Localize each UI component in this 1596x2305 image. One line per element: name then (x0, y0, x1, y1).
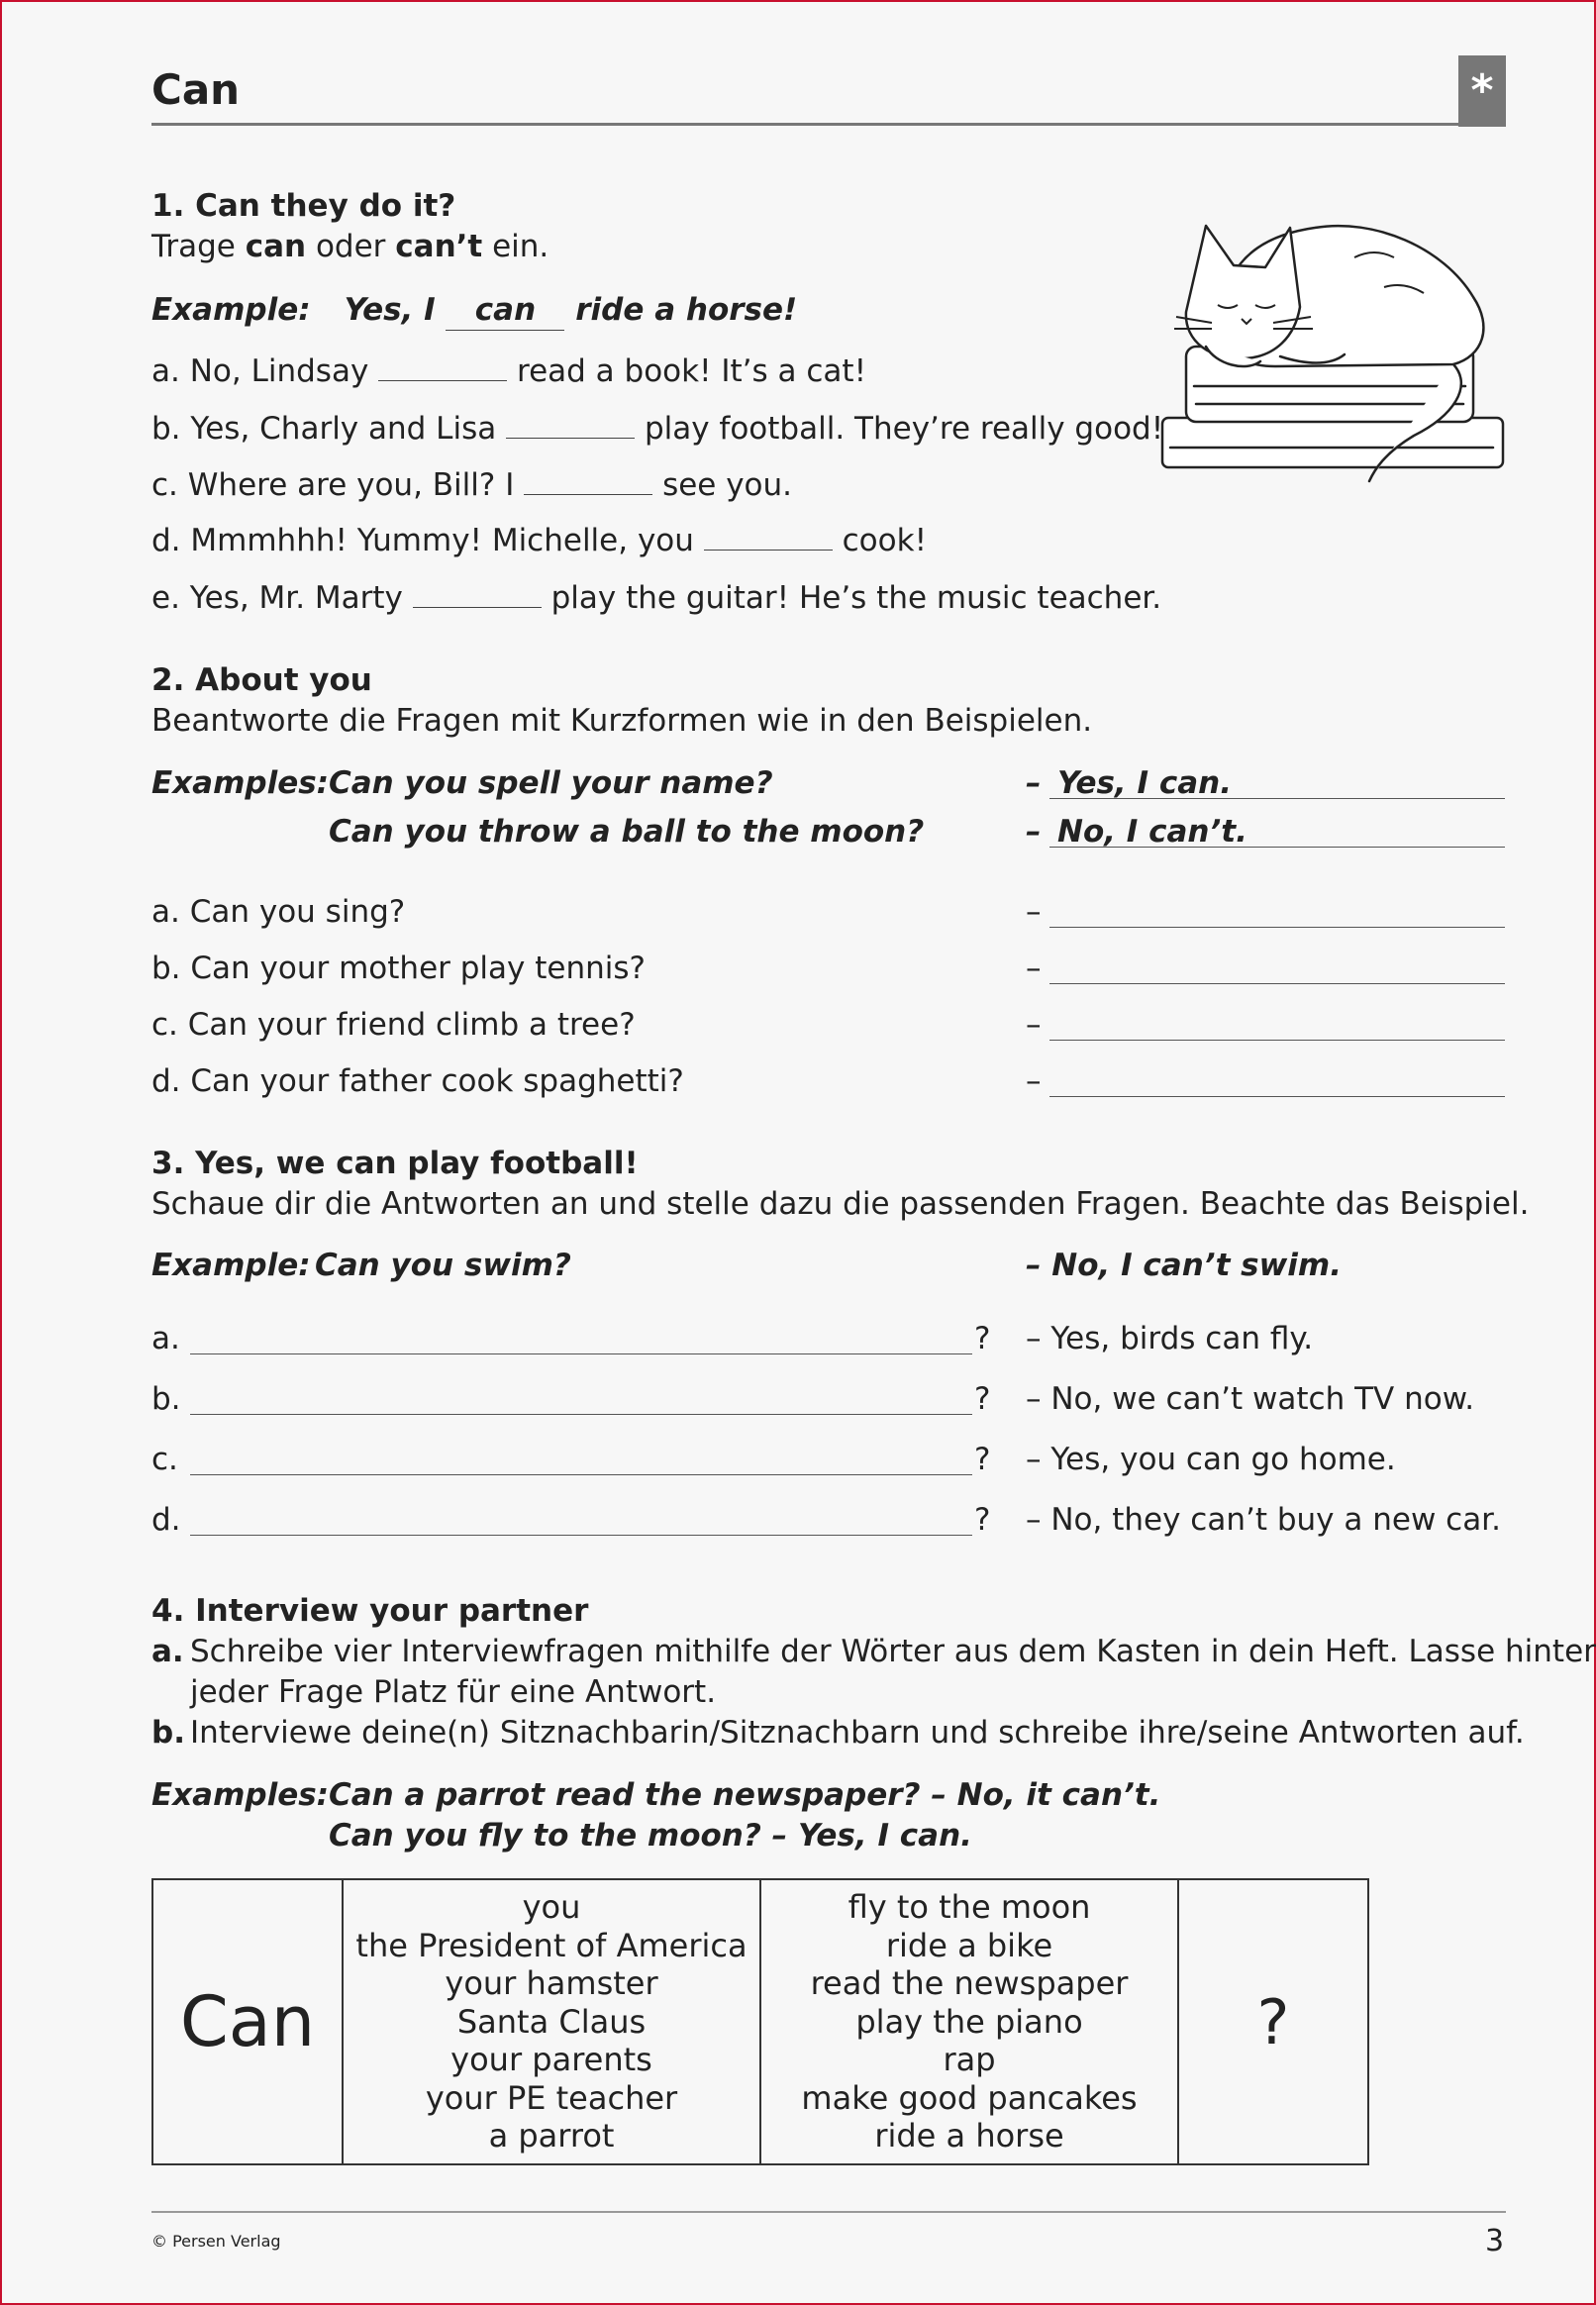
section3-example-answer: – No, I can’t swim. (1026, 1248, 1342, 1283)
section1-heading: 1. Can they do it? (151, 188, 456, 224)
item-label: b. (151, 1381, 181, 1417)
section1-example: Example: Yes, I can ride a horse! (151, 290, 797, 331)
page-number: 3 (1485, 2224, 1505, 2258)
answer-blank[interactable] (704, 522, 833, 551)
given-answer: – Yes, birds can fly. (1026, 1321, 1314, 1356)
answer-line[interactable] (1049, 927, 1505, 928)
word-box-subjects (343, 1879, 760, 2164)
example-question: Can you spell your name? (329, 765, 773, 801)
list-item: d. Can your father cook spaghetti? (151, 1063, 684, 1099)
section2-examples-label: Examples: (151, 765, 330, 801)
task-label: b. (151, 1715, 185, 1751)
section3-heading: 3. Yes, we can play football! (151, 1146, 639, 1181)
example-question: Can you throw a ball to the moon? (329, 814, 925, 850)
answer-blank[interactable] (506, 410, 635, 439)
answer-dash: – (1026, 1007, 1042, 1043)
answer-dash: – (1026, 951, 1042, 986)
given-answer: – No, we can’t watch TV now. (1026, 1381, 1475, 1417)
task-text: Schreibe vier Interviewfragen mithilfe der Wörter aus dem Kasten in dein Heft. Lasse hinter (190, 1634, 1596, 1669)
given-answer: – No, they can’t buy a new car. (1026, 1502, 1501, 1538)
answer-blank[interactable] (378, 352, 507, 381)
list-item: d. Mmmhhh! Yummy! Michelle, you cook! (151, 523, 927, 558)
page-title: Can (151, 65, 241, 114)
question-mark: ? (974, 1442, 991, 1477)
section4-example: Can a parrot read the newspaper? – No, it can’t. (329, 1777, 1161, 1813)
subject-item: your parents (450, 2041, 652, 2079)
answer-blank[interactable] (524, 466, 652, 495)
verb-item: ride a bike (885, 1926, 1053, 1964)
verb-item: ride a horse (874, 2117, 1064, 2155)
item-label: d. (151, 1502, 181, 1538)
example-answer: No, I can’t. (1057, 814, 1247, 850)
question-mark: ? (974, 1502, 991, 1538)
section2-heading: 2. About you (151, 662, 372, 698)
answer-line[interactable] (1049, 983, 1505, 984)
section2-instruction: Beantworte die Fragen mit Kurzformen wie in den Beispielen. (151, 703, 1093, 739)
example-dash: – (1026, 765, 1042, 801)
item-label: c. (151, 1442, 178, 1477)
question-line[interactable] (190, 1474, 972, 1475)
section3-example-question: Can you swim? (315, 1248, 571, 1283)
verb-item: rap (943, 2041, 996, 2079)
subject-item: the President of America (355, 1926, 748, 1964)
task-label: a. (151, 1634, 184, 1669)
subject-item: you (522, 1888, 581, 1927)
list-item: a. No, Lindsay read a book! It’s a cat! (151, 353, 867, 389)
example-fill-blank: can (446, 290, 564, 331)
difficulty-star-badge: * (1458, 55, 1506, 127)
list-item: b. Can your mother play tennis? (151, 951, 646, 986)
list-item: c. Can your friend climb a tree? (151, 1007, 636, 1043)
section4-heading: 4. Interview your partner (151, 1593, 589, 1629)
footer-rule (151, 2211, 1506, 2213)
task-text-continued: jeder Frage Platz für eine Antwort. (190, 1674, 717, 1710)
section1-instruction: Trage can oder can’t ein. (151, 229, 549, 264)
answer-dash: – (1026, 894, 1042, 930)
list-item: c. Where are you, Bill? I see you. (151, 467, 793, 503)
word-box-can: Can (152, 1879, 343, 2164)
subject-item: your hamster (445, 1964, 658, 2003)
title-rule (151, 123, 1458, 126)
word-box-question-mark: ? (1178, 1879, 1368, 2164)
subject-item: your PE teacher (425, 2078, 678, 2117)
publisher-credit: © Persen Verlag (151, 2232, 281, 2251)
question-mark: ? (974, 1381, 991, 1417)
example-answer-line (1049, 847, 1505, 848)
cat-on-books-illustration (1156, 188, 1513, 485)
word-box-table (151, 1878, 1369, 2165)
word-box-verbs (760, 1879, 1178, 2164)
list-item: e. Yes, Mr. Marty play the guitar! He’s the music teacher. (151, 580, 1162, 616)
answer-blank[interactable] (413, 579, 542, 608)
example-answer-line (1049, 798, 1505, 799)
section4-example: Can you fly to the moon? – Yes, I can. (329, 1818, 972, 1854)
item-label: a. (151, 1321, 180, 1356)
subject-item: Santa Claus (456, 2002, 647, 2041)
question-line[interactable] (190, 1414, 972, 1415)
verb-item: play the piano (855, 2002, 1083, 2041)
task-text: Interviewe deine(n) Sitznachbarin/Sitznachbarn und schreibe ihre/seine Antworten auf. (190, 1715, 1525, 1751)
example-answer: Yes, I can. (1057, 765, 1232, 801)
section3-instruction: Schaue dir die Antworten an und stelle dazu die passenden Fragen. Beachte das Beispiel. (151, 1186, 1530, 1222)
question-mark: ? (974, 1321, 991, 1356)
list-item: a. Can you sing? (151, 894, 406, 930)
answer-line[interactable] (1049, 1040, 1505, 1041)
answer-dash: – (1026, 1063, 1042, 1099)
question-line[interactable] (190, 1535, 972, 1536)
question-line[interactable] (190, 1353, 972, 1354)
verb-item: fly to the moon (848, 1888, 1091, 1927)
section4-examples-label: Examples: (151, 1777, 330, 1813)
example-dash: – (1026, 814, 1042, 850)
subject-item: a parrot (488, 2117, 615, 2155)
verb-item: make good pancakes (801, 2078, 1138, 2117)
given-answer: – Yes, you can go home. (1026, 1442, 1396, 1477)
answer-line[interactable] (1049, 1096, 1505, 1097)
section3-example-label: Example: (151, 1248, 311, 1283)
verb-item: read the newspaper (810, 1964, 1129, 2003)
list-item: b. Yes, Charly and Lisa play football. They’re really good! (151, 411, 1164, 447)
